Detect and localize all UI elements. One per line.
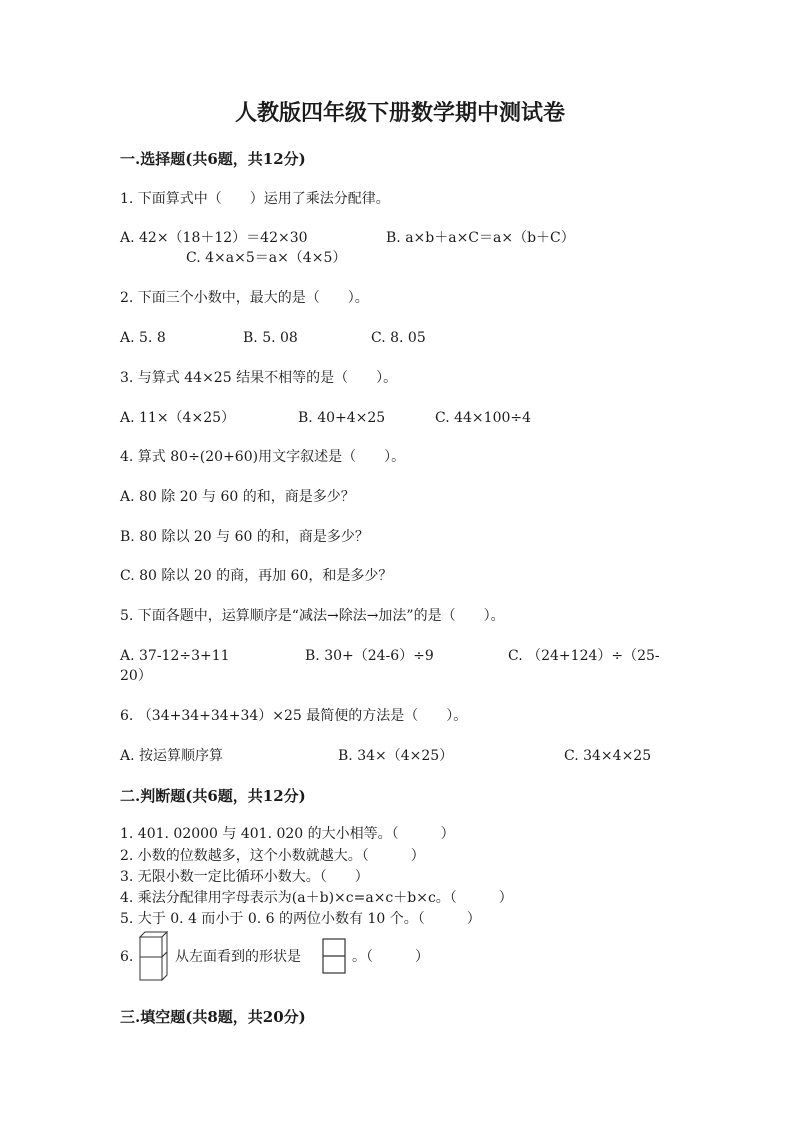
question-6-option-a: A. 按运算顺序算 — [120, 748, 224, 764]
question-1-stem: 1. 下面算式中（ ）运用了乘法分配律。 — [120, 191, 390, 207]
question-6-stem: 6. （34+34+34+34）×25 最简便的方法是（ ）。 — [120, 708, 468, 724]
stacked-cubes-figure — [137, 930, 171, 982]
judge-item-2: 2. 小数的位数越多，这个小数就越大。（ ） — [120, 848, 425, 864]
question-5-option-b: B. 30+（24-6）÷9 — [305, 648, 434, 664]
question-5-option-c-continued: 20） — [120, 668, 152, 684]
question-4-option-c: C. 80 除以 20 的商，再加 60，和是多少？ — [120, 568, 393, 584]
question-2-stem: 2. 下面三个小数中，最大的是（ ）。 — [120, 290, 369, 306]
question-4-option-b: B. 80 除以 20 与 60 的和，商是多少？ — [120, 529, 369, 545]
question-1-option-a: A. 42×（18＋12）＝42×30 — [120, 230, 308, 246]
question-6-option-b: B. 34×（4×25） — [338, 748, 454, 764]
question-3-option-a: A. 11×（4×25） — [120, 410, 236, 426]
question-1-option-b: B. a×b＋a×C＝a×（b＋C） — [386, 230, 575, 246]
question-2-option-c: C. 8. 05 — [371, 330, 426, 346]
section-heading-fill: 三.填空题(共8题，共20分) — [120, 1008, 306, 1026]
left-view-shape-figure — [321, 937, 347, 975]
judge-item-3: 3. 无限小数一定比循环小数大。（ ） — [120, 869, 369, 885]
question-2-option-a: A. 5. 8 — [120, 330, 166, 346]
section-heading-judge: 二.判断题(共6题，共12分) — [120, 787, 306, 805]
judge-item-5: 5. 大于 0. 4 而小于 0. 6 的两位小数有 10 个。（ ） — [120, 911, 481, 927]
judge-item-6-answer: 。（ ） — [352, 949, 429, 965]
question-3-option-c: C. 44×100÷4 — [435, 410, 532, 426]
question-4-stem: 4. 算式 80÷(20+60)用文字叙述是（ ）。 — [120, 449, 406, 465]
question-3-stem: 3. 与算式 44×25 结果不相等的是（ ）。 — [120, 370, 398, 386]
judge-item-6-number: 6. — [120, 949, 134, 965]
question-5-stem: 5. 下面各题中，运算顺序是“减法→除法→加法”的是（ ）。 — [120, 608, 505, 624]
page-title: 人教版四年级下册数学期中测试卷 — [234, 100, 565, 126]
question-2-option-b: B. 5. 08 — [243, 330, 298, 346]
judge-item-6-text: 从左面看到的形状是 — [175, 949, 301, 965]
question-3-option-b: B. 40+4×25 — [298, 410, 386, 426]
question-6-option-c: C. 34×4×25 — [564, 748, 652, 764]
question-5-option-a: A. 37-12÷3+11 — [120, 648, 230, 664]
judge-item-4: 4. 乘法分配律用字母表示为(a＋b)×c=a×c＋b×c。（ ） — [120, 890, 513, 906]
section-heading-choice: 一.选择题(共6题，共12分) — [120, 150, 306, 168]
question-4-option-a: A. 80 除 20 与 60 的和，商是多少？ — [120, 489, 355, 505]
question-1-option-c: C. 4×a×5＝a×（4×5） — [186, 250, 347, 266]
question-5-option-c: C. （24+124）÷（25- — [508, 648, 660, 664]
judge-item-1: 1. 401. 02000 与 401. 020 的大小相等。（ ） — [120, 826, 455, 842]
